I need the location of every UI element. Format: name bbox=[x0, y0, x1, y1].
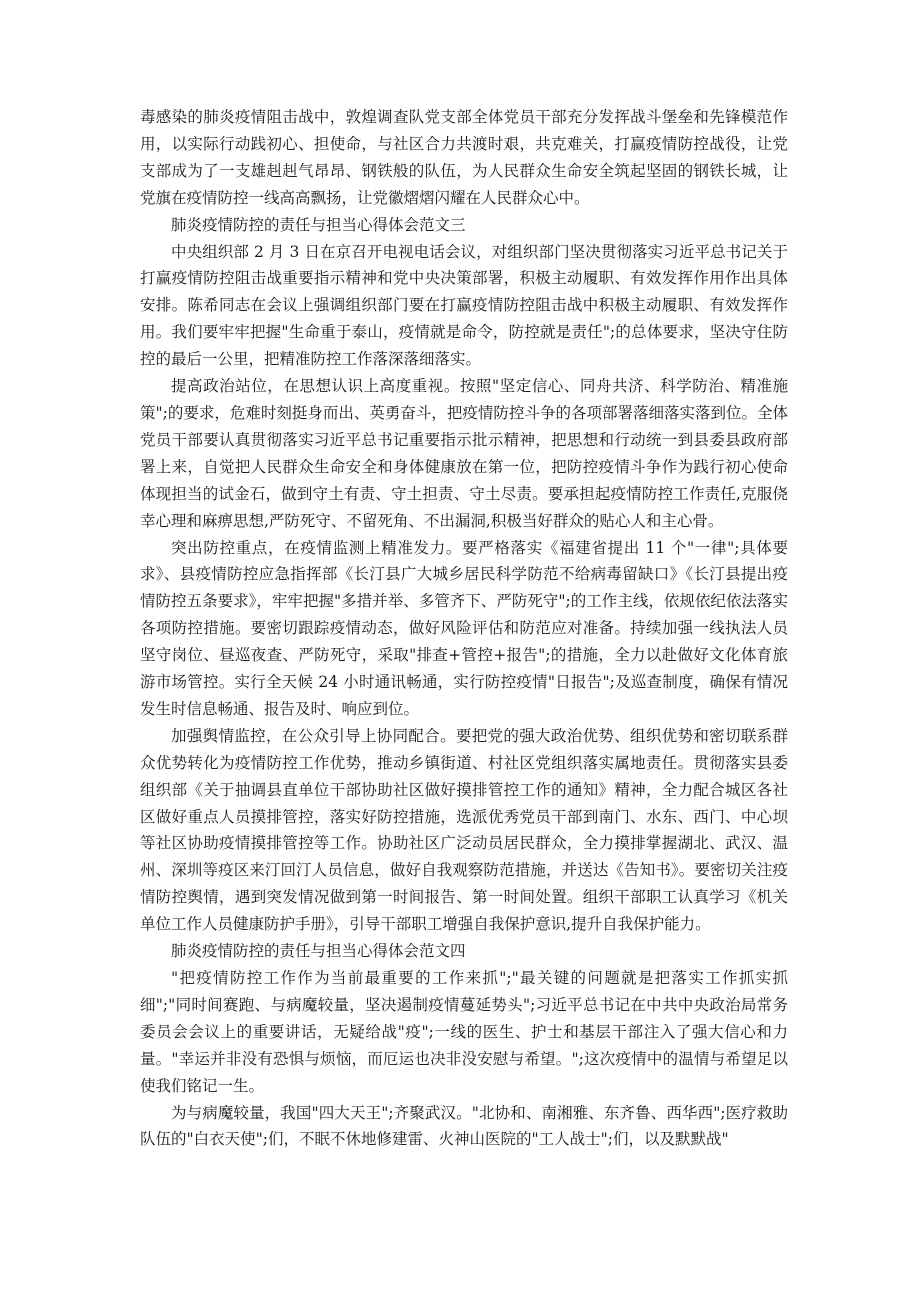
paragraph: "把疫情防控工作作为当前最重要的工作来抓";"最关键的问题就是把落实工作抓实抓细";"同时间赛跑、与病魔较量，坚决遏制疫情蔓延势头";习近平总书记在中共中央政治局常务委员会会议上的重要讲话，无疑给战"疫";一线的医生、护士和基层干部注入了强大信心和力量。"幸运并非没有恐惧与烦恼，而厄运也决非没安慰与希望。";这次疫情中的温情与希望足以使我们铭记一生。 bbox=[140, 969, 788, 1095]
paragraph: 突出防控重点，在疫情监测上精准发力。要严格落实《福建省提出 11 个"一律";具体要求》、县疫情防控应急指挥部《长汀县广大城乡居民科学防范不给病毒留缺口》《长汀县提出疫情防控五条要求》，牢牢把握"多措并举、多管齐下、严防死守";的工作主线，依规依纪依法落实各项防控措施。要密切跟踪疫情动态，做好风险评估和防范应对准备。持续加强一线执法人员坚守岗位、昼巡夜查、严防死守，采取"排查+管控+报告";的措施，全力以赴做好文化体育旅游市场管控。实行全天候 24 小时通讯畅通，实行防控疫情"日报告";及巡查制度，确保有情况发生时信息畅通、报告及时、响应到位。 bbox=[140, 538, 788, 718]
paragraph: 中央组织部 2 月 3 日在京召开电视电话会议，对组织部门坚决贯彻落实习近平总书记关于打赢疫情防控阻击战重要指示精神和党中央决策部署，积极主动履职、有效发挥作用作出具体安排。陈希同志在会议上强调组织部门要在打赢疫情防控阻击战中积极主动履职、有效发挥作用。我们要牢牢把握"生命重于泰山，疫情就是命令，防控就是责任";的总体要求，坚决守住防控的最后一公里，把精准防控工作落深落细落实。 bbox=[140, 242, 788, 369]
section-heading-three: 肺炎疫情防控的责任与担当心得体会范文三 bbox=[171, 215, 466, 234]
paragraph-continuation: 毒感染的肺炎疫情阻击战中，敦煌调查队党支部全体党员干部充分发挥战斗堡垒和先锋模范作用，以实际行动践初心、担使命，与社区合力共渡时艰，共克难关，打赢疫情防控战役，让党支部成为了一支雄赳赳气昂昂、钢铁般的队伍，为人民群众生命安全筑起坚固的钢铁长城，让党旗在疫情防控一线高高飘扬，让党徽熠熠闪耀在人民群众心中。 bbox=[140, 108, 788, 207]
paragraph: 加强舆情监控，在公众引导上协同配合。要把党的强大政治优势、组织优势和密切联系群众优势转化为疫情防控工作优势，推动乡镇街道、村社区党组织落实属地责任。贯彻落实县委组织部《关于抽调县直单位干部协助社区做好摸排管控工作的通知》精神，全力配合城区各社区做好重点人员摸排管控，落实好防控措施，选派优秀党员干部到南门、水东、西门、中心坝等社区协助疫情摸排管控等工作。协助社区广泛动员居民群众，全力摸排掌握湖北、武汉、温州、深圳等疫区来汀回汀人员信息，做好自我观察防范措施，并送达《告知书》。要密切关注疫情防控舆情，遇到突发情况做到第一时间报告、第一时间处置。组织干部职工认真学习《机关单位工作人员健康防护手册》，引导干部职工增强自我保护意识,提升自我保护能力。 bbox=[140, 726, 788, 934]
paragraph: 提高政治站位，在思想认识上高度重视。按照"坚定信心、同舟共济、科学防治、精准施策";的要求，危难时刻挺身而出、英勇奋斗，把疫情防控斗争的各项部署落细落实落到位。全体党员干部要认真贯彻落实习近平总书记重要指示批示精神，把思想和行动统一到县委县政府部署上来，自觉把人民群众生命安全和身体健康放在第一位，把防控疫情斗争作为践行初心使命体现担当的试金石，做到守土有责、守土担责、守土尽责。要承担起疫情防控工作责任,克服侥幸心理和麻痹思想,严防死守、不留死角、不出漏洞,积极当好群众的贴心人和主心骨。 bbox=[140, 377, 788, 530]
paragraph: 为与病魔较量，我国"四大天王";齐聚武汉。"北协和、南湘雅、东齐鲁、西华西";医疗救助队伍的"白衣天使";们，不眠不休地修建雷、火神山医院的"工人战士";们，以及默默战" bbox=[140, 1103, 788, 1149]
section-heading-four: 肺炎疫情防控的责任与担当心得体会范文四 bbox=[171, 942, 466, 961]
document-body bbox=[140, 104, 788, 1153]
